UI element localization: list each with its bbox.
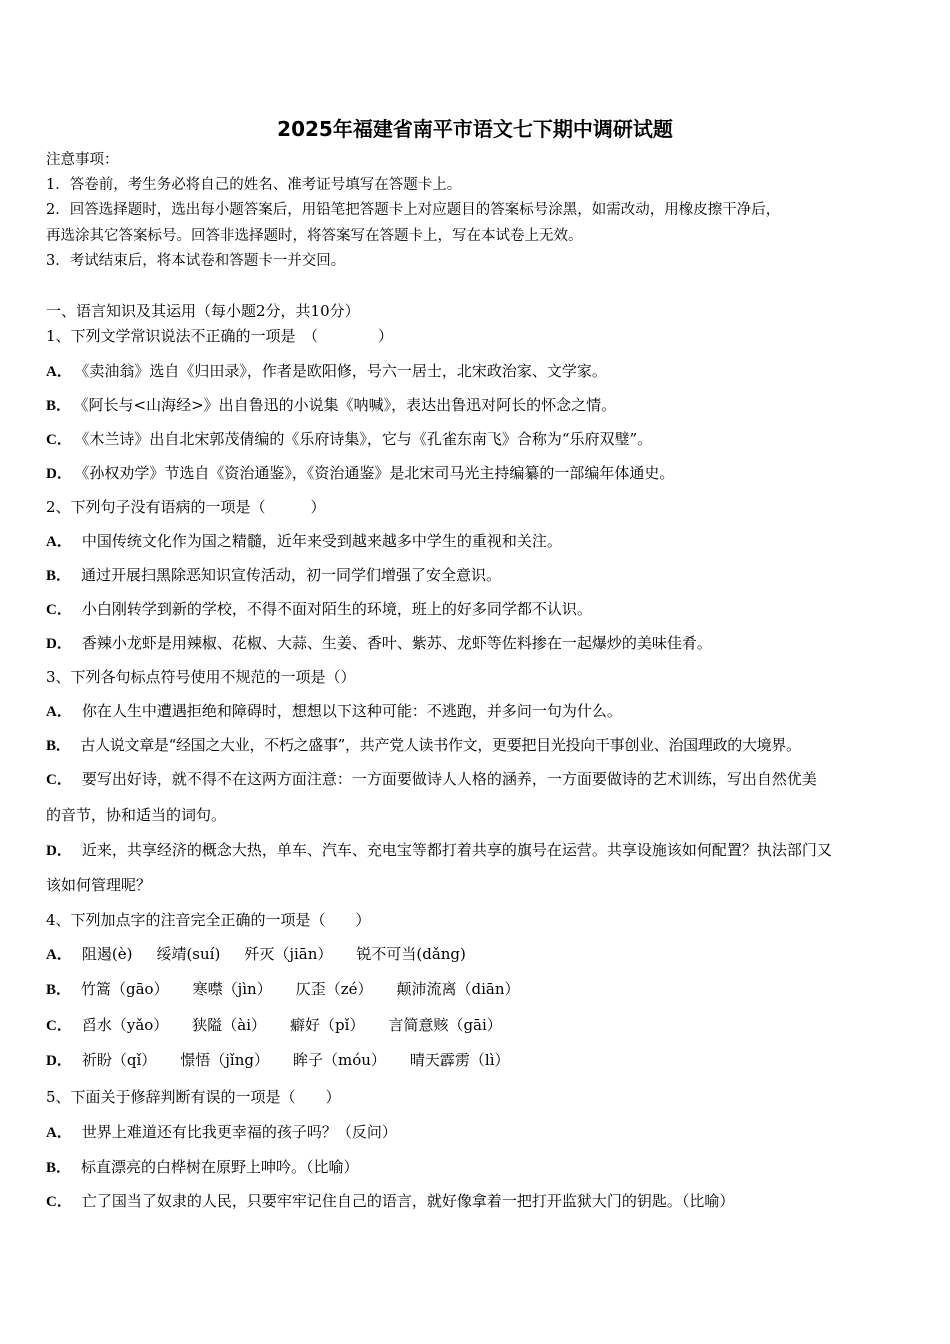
option-label: A． <box>46 947 72 963</box>
page-title: 2025年福建省南平市语文七下期中调研试题 <box>277 117 673 141</box>
option-item: 言简意赅（gāi） <box>388 1016 502 1034</box>
option <box>46 769 817 790</box>
option-item: 绥靖(suí) <box>156 945 221 963</box>
option-item: 阻遏(è) <box>81 945 133 963</box>
option-text: 古人说文章是“经国之大业，不朽之盛事”，共产党人读书作文，更要把目光投向干事创业、治国理政的大境界。 <box>80 736 801 754</box>
option-text: 近来，共享经济的概念大热，单车、汽车、充电宝等都打着共享的旗号在运营。共享设施该如何配置？执法部门又 <box>81 841 832 859</box>
question-stem: 2、下列句子没有语病的一项是（ ） <box>46 498 326 516</box>
option <box>46 565 501 586</box>
option-label: A． <box>46 364 72 380</box>
option-item: 眸子（móu） <box>292 1051 386 1069</box>
option-item: 竹篙（gāo） <box>81 980 169 998</box>
question-stem: 3、下列各句标点符号使用不规范的一项是（） <box>46 668 356 686</box>
notice-item: 3．考试结束后，将本试卷和答题卡一并交回。 <box>46 253 346 269</box>
notice-item: 1．答卷前，考生务必将自己的姓名、准考证号填写在答题卡上。 <box>46 177 462 193</box>
option <box>46 840 832 861</box>
option-label: B． <box>46 1160 72 1176</box>
option-label: C． <box>46 772 72 788</box>
option <box>46 701 622 722</box>
option-item: 舀水（yǎo） <box>81 1016 169 1034</box>
option-label: A． <box>46 704 72 720</box>
option-label: C． <box>46 602 72 618</box>
notice-heading: 注意事项： <box>46 152 119 168</box>
option-item: 锐不可当(dǎng) <box>356 945 466 963</box>
option <box>46 1157 359 1178</box>
option-item: 癖好（pǐ） <box>290 1016 365 1034</box>
option-continuation: 该如何管理呢？ <box>46 876 152 894</box>
option <box>46 1191 734 1212</box>
option-label: B． <box>46 568 72 584</box>
notice-item: 再选涂其它答案标号。回答非选择题时，将答案写在答题卡上，写在本试卷上无效。 <box>46 228 583 244</box>
section-heading: 一、语言知识及其运用（每小题2分，共10分） <box>46 302 360 320</box>
option-text: 小白刚转学到新的学校，不得不面对陌生的环境，班上的好多同学都不认识。 <box>81 600 592 618</box>
option <box>46 395 616 416</box>
option <box>46 1015 502 1036</box>
option-item: 憬悟（jǐng） <box>180 1051 269 1069</box>
option-label: C． <box>46 1194 72 1210</box>
option-item: 寒噤（jìn） <box>192 980 272 998</box>
option <box>46 1050 510 1071</box>
option-item: 仄歪（zé） <box>295 980 373 998</box>
option-label: B． <box>46 982 72 998</box>
option-item: 晴天霹雳（lì） <box>409 1051 510 1069</box>
option-text: 你在人生中遭遇拒绝和障碍时，想想以下这种可能：不逃跑，并多问一句为什么。 <box>81 702 622 720</box>
option-text: 通过开展扫黑除恶知识宣传活动，初一同学们增强了安全意识。 <box>81 566 502 584</box>
option-text: 标直漂亮的白桦树在原野上呻吟。（比喻） <box>81 1158 359 1176</box>
option <box>46 944 466 965</box>
option-item: 祈盼（qǐ） <box>81 1051 157 1069</box>
option <box>46 1122 397 1143</box>
option-text: 《卖油翁》选自《归田录》，作者是欧阳修，号六一居士，北宋政治家、文学家。 <box>81 362 607 380</box>
option-label: C． <box>46 432 72 448</box>
option <box>46 531 562 552</box>
option-label: D． <box>46 466 72 482</box>
option-text: 《阿长与<山海经>》出自鲁迅的小说集《呐喊》，表达出鲁迅对阿长的怀念之情。 <box>81 396 617 414</box>
option <box>46 463 674 484</box>
option-label: D． <box>46 843 72 859</box>
option-text: 香辣小龙虾是用辣椒、花椒、大蒜、生姜、香叶、紫苏、龙虾等佐料掺在一起爆炒的美味佳肴。 <box>81 634 712 652</box>
option-label: D． <box>46 636 72 652</box>
question-stem: 4、下列加点字的注音完全正确的一项是（ ） <box>46 911 371 929</box>
option-item: 歼灭（jiān） <box>244 945 333 963</box>
option <box>46 735 801 756</box>
option <box>46 979 520 1000</box>
option-text: 要写出好诗，就不得不在这两方面注意：一方面要做诗人人格的涵养，一方面要做诗的艺术训练，写出自然优美 <box>81 770 817 788</box>
option-item: 颠沛流离（diān） <box>396 980 520 998</box>
notice-item: 2．回答选择题时，选出每小题答案后，用铅笔把答题卡上对应题目的答案标号涂黑，如需改动，用橡皮擦干净后， <box>46 202 781 218</box>
question-stem: 1、下列文学常识说法不正确的一项是 （ ） <box>46 327 394 345</box>
option <box>46 361 607 382</box>
option <box>46 633 712 654</box>
option <box>46 429 652 450</box>
option-text: 亡了国当了奴隶的人民，只要牢牢记住自己的语言，就好像拿着一把打开监狱大门的钥匙。（比喻） <box>81 1192 735 1210</box>
option-label: A． <box>46 1125 72 1141</box>
option-continuation: 的音节，协和适当的词句。 <box>46 806 227 824</box>
option-item: 狭隘（ài） <box>192 1016 267 1034</box>
option-text: 《孙权劝学》节选自《资治通鉴》，《资治通鉴》是北宋司马光主持编纂的一部编年体通史。 <box>81 464 675 482</box>
option-text: 世界上难道还有比我更幸福的孩子吗？（反问） <box>81 1123 397 1141</box>
option-label: D． <box>46 1053 72 1069</box>
option <box>46 599 592 620</box>
question-stem: 5、下面关于修辞判断有误的一项是（ ） <box>46 1088 341 1106</box>
option-label: B． <box>46 738 71 754</box>
option-label: A． <box>46 534 72 550</box>
option-text: 《木兰诗》出自北宋郭茂倩编的《乐府诗集》，它与《孔雀东南飞》合称为“乐府双璧”。 <box>81 430 653 448</box>
option-text: 中国传统文化作为国之精髓，近年来受到越来越多中学生的重视和关注。 <box>81 532 562 550</box>
option-label: C． <box>46 1018 72 1034</box>
option-label: B． <box>46 398 72 414</box>
